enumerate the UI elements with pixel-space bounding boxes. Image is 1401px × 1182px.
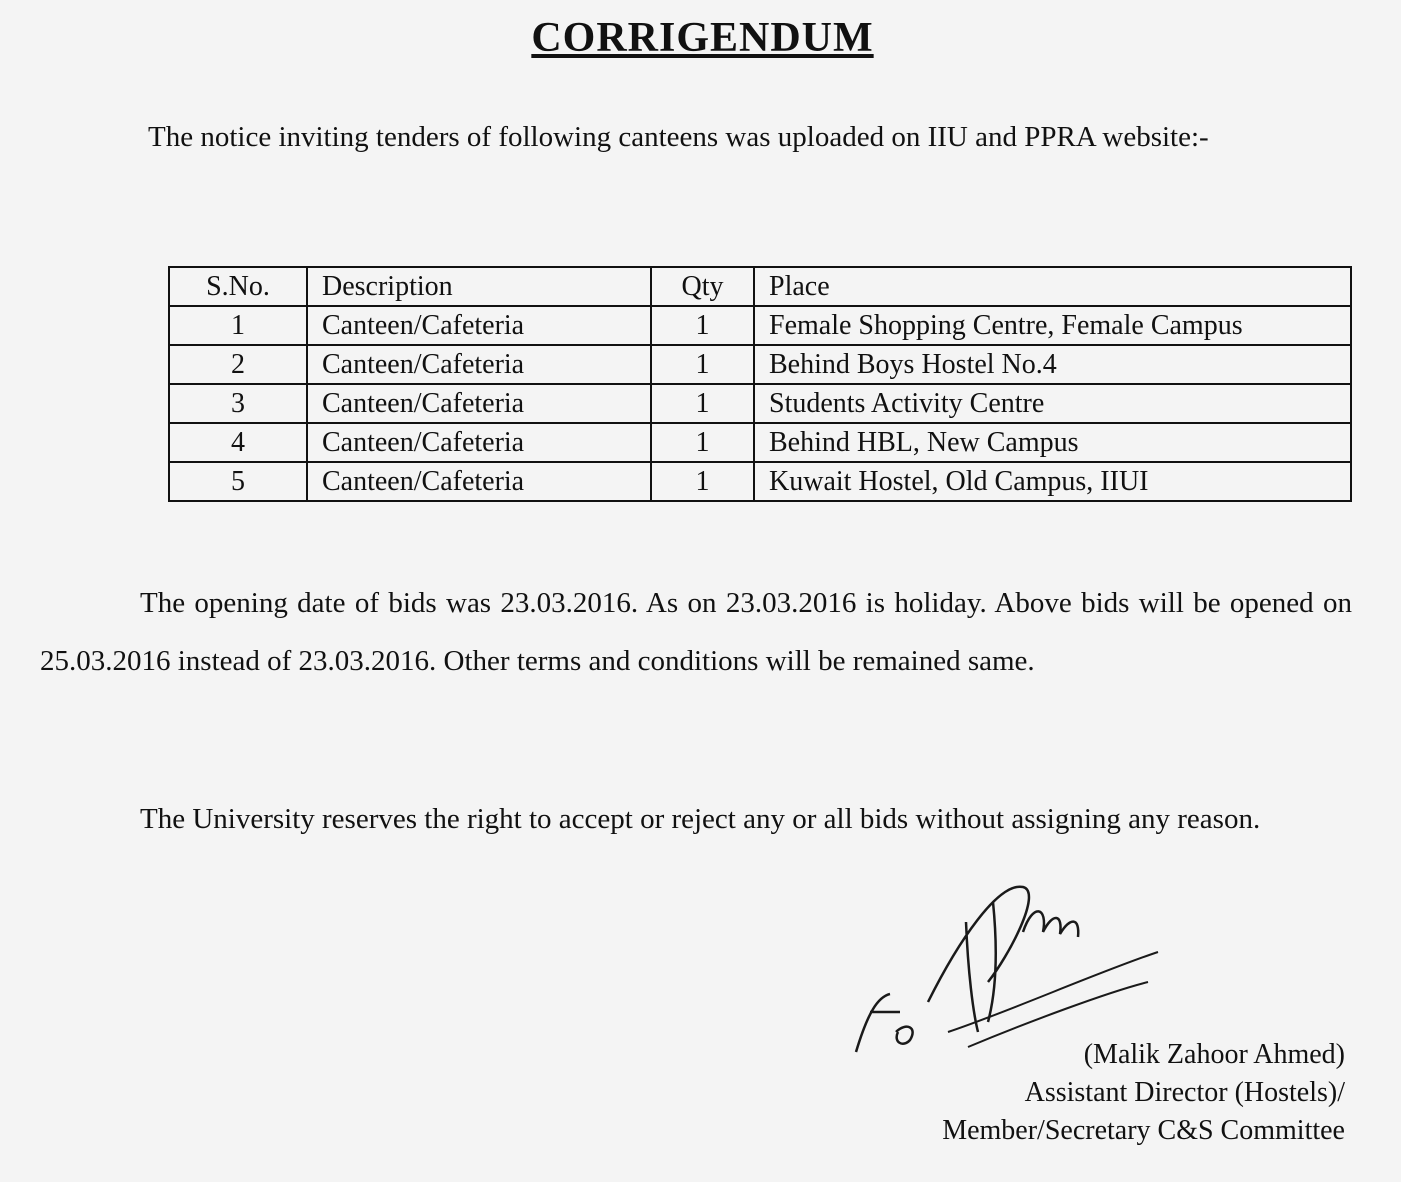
intro-paragraph: The notice inviting tenders of following canteens was uploaded on IIU and PPRA website:-	[148, 121, 1209, 153]
cell-sno: 2	[169, 345, 307, 384]
cell-sno: 4	[169, 423, 307, 462]
cell-qty: 1	[651, 384, 754, 423]
signatory-committee: Member/Secretary C&S Committee	[942, 1115, 1345, 1146]
signatory-block	[942, 1036, 1345, 1150]
cell-place: Behind HBL, New Campus	[754, 423, 1351, 462]
cell-description: Canteen/Cafeteria	[307, 384, 651, 423]
tender-table	[168, 266, 1352, 502]
signatory-title: Assistant Director (Hostels)/	[1024, 1077, 1345, 1108]
table-row	[169, 423, 1351, 462]
table-row	[169, 384, 1351, 423]
cell-place: Behind Boys Hostel No.4	[754, 345, 1351, 384]
table-row	[169, 462, 1351, 501]
cell-qty: 1	[651, 462, 754, 501]
cell-place: Students Activity Centre	[754, 384, 1351, 423]
cell-description: Canteen/Cafeteria	[307, 345, 651, 384]
table-row	[169, 345, 1351, 384]
reservation-paragraph: The University reserves the right to accept or reject any or all bids without assigning any reason.	[140, 803, 1261, 835]
signatory-name: (Malik Zahoor Ahmed)	[1083, 1039, 1345, 1070]
cell-place: Kuwait Hostel, Old Campus, IIUI	[754, 462, 1351, 501]
document-title: CORRIGENDUM	[531, 15, 874, 61]
header-qty: Qty	[651, 267, 754, 306]
cell-description: Canteen/Cafeteria	[307, 462, 651, 501]
bid-date-notice: The opening date of bids was 23.03.2016. As on 23.03.2016 is holiday. Above bids will be opened on 25.03.2016 instead of 23.03.2016. Other terms and conditions will be remained same.	[40, 587, 1352, 677]
cell-description: Canteen/Cafeteria	[307, 306, 651, 345]
cell-sno: 1	[169, 306, 307, 345]
table-row	[169, 306, 1351, 345]
header-description: Description	[307, 267, 651, 306]
cell-qty: 1	[651, 306, 754, 345]
cell-place: Female Shopping Centre, Female Campus	[754, 306, 1351, 345]
table-header-row	[169, 267, 1351, 306]
cell-sno: 3	[169, 384, 307, 423]
cell-qty: 1	[651, 345, 754, 384]
handwritten-signature	[848, 862, 1178, 1062]
cell-qty: 1	[651, 423, 754, 462]
header-place: Place	[754, 267, 1351, 306]
cell-description: Canteen/Cafeteria	[307, 423, 651, 462]
header-sno: S.No.	[169, 267, 307, 306]
cell-sno: 5	[169, 462, 307, 501]
